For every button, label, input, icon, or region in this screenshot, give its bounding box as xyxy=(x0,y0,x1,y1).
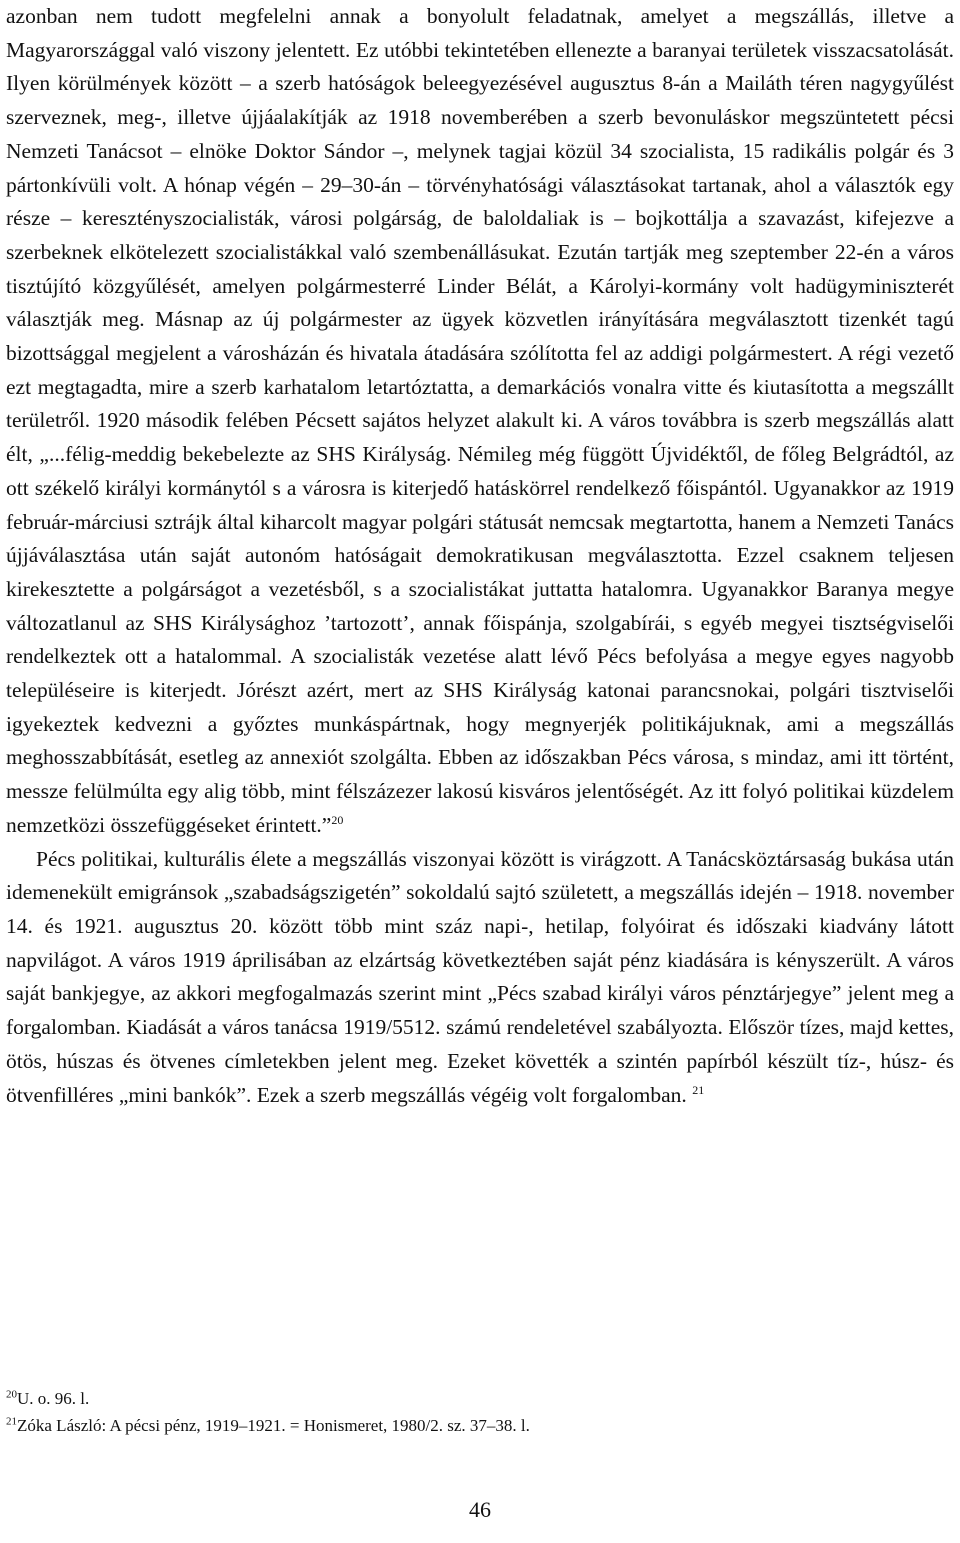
page-number: 46 xyxy=(469,1497,491,1522)
footnote-21 xyxy=(6,1412,946,1439)
footnote-ref-21: 21 xyxy=(692,1082,705,1097)
paragraph-2 xyxy=(6,843,954,1113)
page-body xyxy=(6,0,954,1112)
footnote-text: Zóka László: A pécsi pénz, 1919–1921. = Honismeret, 1980/2. sz. 37–38. l. xyxy=(17,1416,530,1435)
paragraph-2-text: Pécs politikai, kulturális élete a megszállás viszonyai között is virágzott. A Tanácsköztársaság bukása után idemenekült emigránsok „szabadságszigetén” sokoldalú sajtó született, a megszállás idején – 1918. november 14. és 1921. augusztus 20. között több mint száz napi-, hetilap, folyóirat és időszaki kiadvány látott napvilágot. A város 1919 áprilisában az elzártság következtében saját pénz kiadására is kényszerült. A város saját bankjegye, az akkori megfogalmazás szerint mint „Pécs szabad királyi város pénztárjegye” jelent meg a forgalomban. Kiadását a város tanácsa 1919/5512. számú rendeletével szabályozta. Először tízes, majd kettes, ötös, húszas és ötvenes címletekben jelent meg. Ezeket követték a szintén papírból készült tíz-, húsz- és ötvenfilléres „mini bankók”. Ezek a szerb megszállás végéig volt forgalomban. xyxy=(6,846,954,1107)
footnote-text: U. o. 96. l. xyxy=(17,1389,90,1408)
footnote-ref-20: 20 xyxy=(331,812,344,827)
paragraph-1-text: azonban nem tudott megfelelni annak a bonyolult feladatnak, amelyet a megszállás, illetve a Magyarországgal való viszony jelentett. Ez utóbbi tekintetében ellenezte a baranyai területek visszacsatolását. Ilyen körülmények között – a szerb hatóságok beleegyezésével augusztus 8-án a Mailáth téren nagygyűlést szerveznek, meg-, illetve újjáalakítják az 1918 novemberében a szerb bevonuláskor megszüntetett pécsi Nemzeti Tanácsot – elnöke Doktor Sándor –, melynek tagjai közül 34 szocialista, 15 radikális polgár és 3 pártonkívüli volt. A hónap végén – 29–30-án – törvényhatósági választásokat tartanak, ahol a választók egy része – keresztényszocialisták, városi polgárság, de baloldaliak is – bojkottálja a szavazást, kifejezve a szerbeknek elkötelezett szocialistákkal való szembenállásukat. Ezután tartják meg szeptember 22-én a város tisztújító közgyűlését, amelyen polgármesterré Linder Bélát, a Károlyi-kormány volt hadügyminiszterét választják meg. Másnap az új polgármester az ügyek közvetlen irányítására megválasztott tizenkét tagú bizottsággal megjelent a városházán és hivatala átadására szólította fel az addigi polgármestert. A régi vezető ezt megtagadta, mire a szerb karhatalom letartóztatta, a demarkációs vonalra vitte és kiutasította a megszállt területről. 1920 második felében Pécsett sajátos helyzet alakult ki. A város továbbra is szerb megszállás alatt élt, „...félig-meddig bekebelezte az SHS Királyság. Némileg még függött Újvidéktől, de főleg Belgrádtól, az ott székelő királyi kormánytól s a városra is kiterjedő hatáskörrel rendelkező főispántól. Ugyanakkor az 1919 február-márciusi sztrájk által kiharcolt magyar polgári státusát nemcsak megtartotta, hanem a Nemzeti Tanács újjáválasztása után saját autonóm hatóságait demokratikusan megválasztotta. Ezzel csaknem teljesen kirekesztette a polgárságot a vezetésből, s a szocialistákat juttatta hatalomra. Ugyanakkor Baranya megye változatlanul az SHS Királysághoz ’tartozott’, annak főispánja, szolgabírái, s egyéb megyei tisztségviselői rendelkeztek ott a hatalommal. A szocialisták vezetése alatt lévő Pécs befolyása a megye egyes nagyobb településeire is kiterjedt. Jórészt azért, mert az SHS Királyság katonai parancsnokai, polgári tisztviselői igyekeztek kedvezni a győztes munkáspártnak, hogy megnyerjék politikájuknak, ami a megszállás meghosszabbítását, esetleg az annexiót szolgálta. Ebben az időszakban Pécs városa, s mindaz, ami itt történt, messze felülmúlta egy alig több, mint félszázezer lakosú kisváros jelentőségét. Az itt folyó politikai küzdelem nemzetközi összefüggéseket érintett.” xyxy=(6,4,954,837)
footnotes xyxy=(6,1385,946,1439)
footnote-number: 20 xyxy=(6,1388,17,1401)
footnote-number: 21 xyxy=(6,1415,17,1428)
paragraph-1 xyxy=(6,0,954,843)
footnote-20 xyxy=(6,1385,946,1412)
